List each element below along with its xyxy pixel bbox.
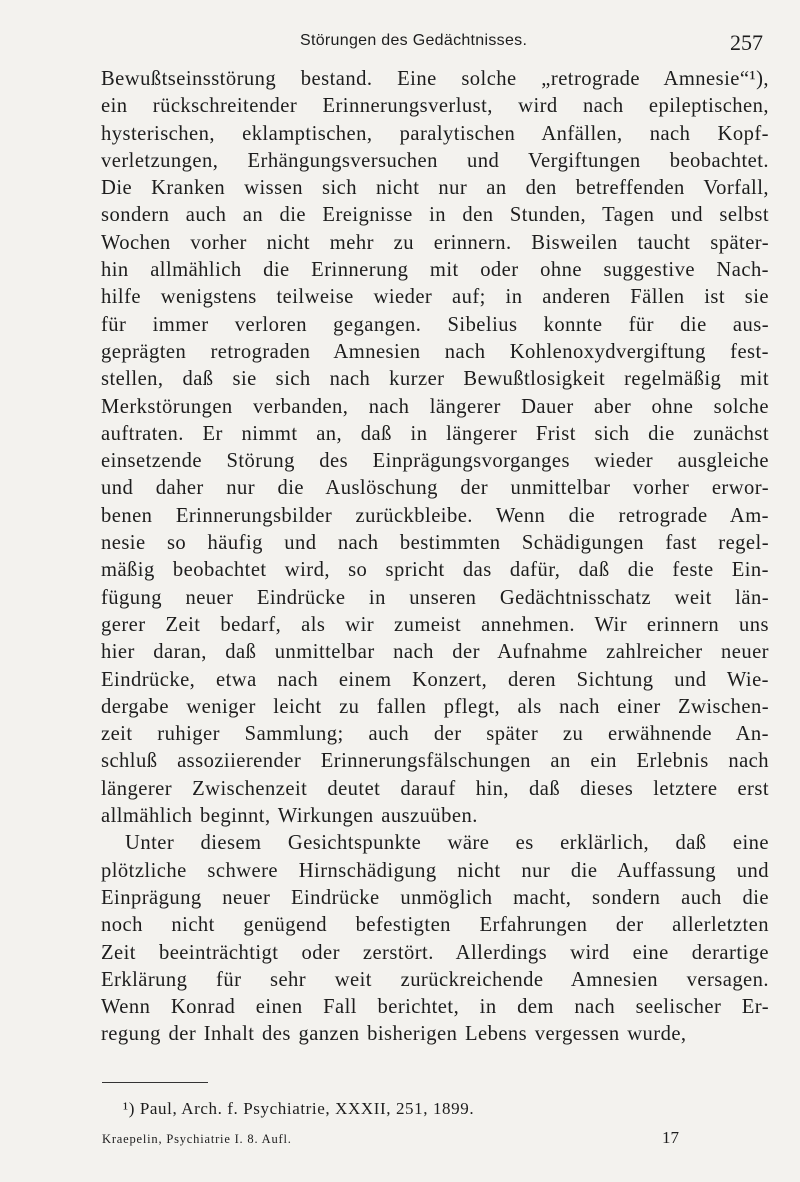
text-line-content: Die Kranken wissen sich nicht nur an den betreffenden Vorfall,: [101, 177, 769, 200]
text-line-content: Unter diesem Gesichtspunkte wäre es erklärlich, daß eine: [125, 832, 769, 855]
page-header: [0, 30, 800, 60]
text-line-content: und daher nur die Auslöschung der unmittelbar vorher erwor-: [101, 477, 769, 500]
text-line: [101, 284, 769, 311]
text-line: [101, 366, 769, 393]
text-line: [101, 612, 769, 639]
text-line: [101, 994, 769, 1021]
text-line-content: Wochen vorher nicht mehr zu erinnern. Bisweilen taucht später-: [101, 231, 769, 254]
text-line-content: mäßig beobachtet wird, so spricht das dafür, daß die feste Ein-: [101, 559, 769, 582]
text-line: [101, 503, 769, 530]
text-line: [101, 175, 769, 202]
text-line: [101, 803, 769, 830]
footnote: [123, 1099, 474, 1119]
printer-signature: Kraepelin, Psychiatrie I. 8. Aufl.: [102, 1132, 292, 1146]
text-line: [101, 585, 769, 612]
page-number: 257: [730, 30, 763, 55]
text-line-content: Bewußtseinsstörung bestand. Eine solche „retrograde Amnesie“¹),: [101, 68, 769, 90]
text-line: [101, 557, 769, 584]
text-line-content: zeit ruhiger Sammlung; auch der später zu erwähnende An-: [101, 723, 769, 746]
text-line-content: einsetzende Störung des Einprägungsvorganges wieder ausgleiche: [101, 450, 769, 473]
text-line: [101, 667, 769, 694]
text-line: [101, 202, 769, 229]
text-line-content: regung der Inhalt des ganzen bisherigen Lebens vergessen wurde,: [101, 1023, 687, 1046]
running-head: Störungen des Gedächtnisses.: [300, 32, 528, 49]
text-line: [101, 475, 769, 502]
text-line: [101, 530, 769, 557]
text-line-content: dergabe weniger leicht zu fallen pflegt, als nach einer Zwischen-: [101, 695, 769, 718]
text-line-content: hilfe wenigstens teilweise wieder auf; in anderen Fällen ist sie: [101, 286, 769, 309]
text-line-content: hysterischen, eklamptischen, paralytischen Anfällen, nach Kopf-: [101, 122, 769, 145]
text-line: [101, 830, 769, 857]
text-line: [101, 448, 769, 475]
text-line: [101, 421, 769, 448]
text-line: [101, 885, 769, 912]
text-line-content: geprägten retrograden Amnesien nach Kohlenoxydvergiftung fest-: [101, 340, 769, 363]
text-line-content: ein rückschreitender Erinnerungsverlust, wird nach epileptischen,: [101, 95, 769, 118]
text-line-content: schluß assoziierender Erinnerungsfälschungen an ein Erlebnis nach: [101, 750, 769, 773]
text-line-content: Erklärung für sehr weit zurückreichende Amnesien versagen.: [101, 968, 769, 991]
text-line: [101, 776, 769, 803]
text-line: [101, 912, 769, 939]
text-line: [101, 639, 769, 666]
text-line: [101, 1021, 769, 1048]
text-line: [101, 312, 769, 339]
text-line-content: Wenn Konrad einen Fall berichtet, in dem nach seelischer Er-: [101, 996, 769, 1019]
text-line: [101, 66, 769, 93]
text-line-content: längerer Zwischenzeit deutet darauf hin, daß dieses letztere erst: [101, 777, 769, 800]
text-line-content: hin allmählich die Erinnerung mit oder ohne suggestive Nach-: [101, 259, 769, 282]
text-line: [101, 257, 769, 284]
footnote-marker: ¹): [123, 1099, 135, 1118]
text-line-content: für immer verloren gegangen. Sibelius konnte für die aus-: [101, 313, 769, 336]
text-line-content: noch nicht genügend befestigten Erfahrungen der allerletzten: [101, 914, 769, 937]
text-line-content: Einprägung neuer Eindrücke unmöglich macht, sondern auch die: [101, 886, 769, 909]
text-line-content: fügung neuer Eindrücke in unseren Gedächtnisschatz weit län-: [101, 586, 769, 609]
text-line-content: Eindrücke, etwa nach einem Konzert, deren Sichtung und Wie-: [101, 668, 769, 691]
text-line: [101, 121, 769, 148]
text-line: [101, 230, 769, 257]
text-line: [101, 858, 769, 885]
text-line: [101, 394, 769, 421]
text-line-content: allmählich beginnt, Wirkungen auszuüben.: [101, 805, 478, 828]
text-line: [101, 694, 769, 721]
text-line-content: auftraten. Er nimmt an, daß in längerer Frist sich die zunächst: [101, 422, 769, 445]
text-line: [101, 93, 769, 120]
text-line-content: plötzliche schwere Hirnschädigung nicht nur die Auffassung und: [101, 859, 769, 882]
text-line-content: Merkstörungen verbanden, nach längerer Dauer aber ohne solche: [101, 395, 769, 418]
text-line-content: nesie so häufig und nach bestimmten Schädigungen fast regel-: [101, 532, 769, 555]
text-line: [101, 339, 769, 366]
text-line-content: verletzungen, Erhängungsversuchen und Vergiftungen beobachtet.: [101, 149, 769, 172]
text-line-content: benen Erinnerungsbilder zurückbleibe. Wenn die retrograde Am-: [101, 504, 769, 527]
text-line: [101, 148, 769, 175]
text-line: [101, 940, 769, 967]
body-text: [101, 66, 769, 1049]
text-line-content: Zeit beeinträchtigt oder zerstört. Allerdings wird eine derartige: [101, 941, 769, 964]
footnote-text: Paul, Arch. f. Psychiatrie, XXXII, 251, 1899.: [139, 1099, 475, 1118]
text-line-content: sondern auch an die Ereignisse in den Stunden, Tagen und selbst: [101, 204, 769, 227]
text-line-content: stellen, daß sie sich nach kurzer Bewußtlosigkeit regelmäßig mit: [101, 368, 769, 391]
text-line-content: hier daran, daß unmittelbar nach der Aufnahme zahlreicher neuer: [101, 641, 769, 664]
signature-mark: 17: [662, 1128, 679, 1147]
text-line: [101, 748, 769, 775]
text-line: [101, 967, 769, 994]
text-line: [101, 721, 769, 748]
text-line-content: gerer Zeit bedarf, als wir zumeist annehmen. Wir erinnern uns: [101, 613, 769, 636]
footnote-rule: [102, 1082, 208, 1083]
